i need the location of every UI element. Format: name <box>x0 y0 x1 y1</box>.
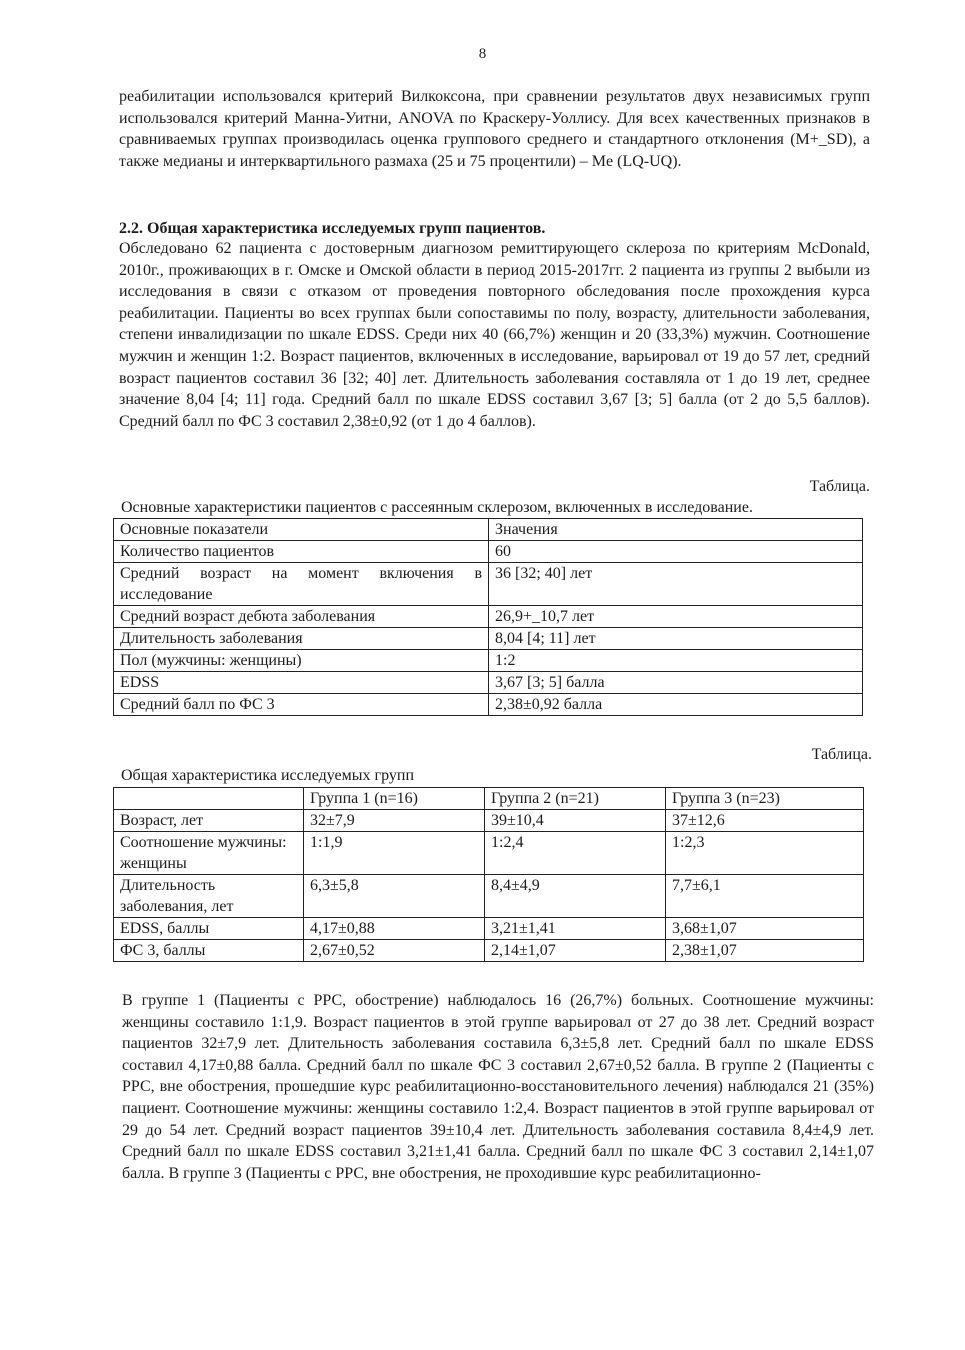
table-header-row <box>114 519 863 541</box>
table-cell: 8,4±4,9 <box>485 875 666 918</box>
table-cell: Длительность заболевания <box>114 628 489 650</box>
table-row <box>114 940 864 962</box>
table-cell: 1:2,4 <box>485 832 666 875</box>
groups-paragraph-text: В группе 1 (Пациенты с РРС, обострение) наблюдалось 16 (26,7%) больных. Соотношение мужчины: женщины составило 1:1,9. Возраст пациентов в этой группе варьировал от 27 до 38 лет. Средний возраст пациентов 32±7,9 лет. Длительность заболевания составила 6,3±5,8 лет. Средний балл по шкале EDSS составил 4,17±0,88 балла. Средний балл по шкале ФС 3 составил 2,67±0,52 балла. В группе 2 (Пациенты с РРС, вне обострения, прошедшие курс реабилитационно-восстановительного лечения) наблюдался 21 (35%) пациент. Соотношение мужчины: женщины составило 1:2,4. Возраст пациентов в этой группе варьировал от 29 до 54 лет. Средний возраст пациентов 39±10,4 лет. Длительность заболевания составила 8,4±4,9 лет. Средний балл по шкале EDSS составил 3,21±1,41 балла. Средний балл по шкале ФС 3 составил 2,14±1,07 балла. В группе 3 (Пациенты с РРС, вне обострения, не проходившие курс реабилитационно- <box>122 992 874 1182</box>
table-cell: 39±10,4 <box>485 810 666 832</box>
patient-characteristics-table <box>113 518 863 716</box>
table-row <box>114 810 864 832</box>
table-cell: Длительность заболевания, лет <box>114 875 304 918</box>
table-cell: 3,67 [3; 5] балла <box>489 672 863 694</box>
table-cell: 37±12,6 <box>666 810 864 832</box>
table-cell: Средний возраст на момент включения в исследование <box>114 563 489 606</box>
table-cell: 3,21±1,41 <box>485 918 666 940</box>
table2-title: Общая характеристика исследуемых групп <box>121 767 414 784</box>
table-cell: 2,14±1,07 <box>485 940 666 962</box>
section-heading: 2.2. Общая характеристика исследуемых групп пациентов. <box>119 220 546 237</box>
table-header-cell: Группа 1 (n=16) <box>304 788 485 810</box>
table-header-cell: Группа 2 (n=21) <box>485 788 666 810</box>
table-row <box>114 875 864 918</box>
table-cell: 7,7±6,1 <box>666 875 864 918</box>
table-row <box>114 694 863 716</box>
table-cell: 6,3±5,8 <box>304 875 485 918</box>
table-cell: ФС 3, баллы <box>114 940 304 962</box>
table-row <box>114 650 863 672</box>
section-paragraph <box>119 238 870 432</box>
table-cell: EDSS, баллы <box>114 918 304 940</box>
table-header-cell: Значения <box>489 519 863 541</box>
table-cell: 3,68±1,07 <box>666 918 864 940</box>
table-cell: 60 <box>489 541 863 563</box>
table-row <box>114 918 864 940</box>
table-cell: 2,38±1,07 <box>666 940 864 962</box>
table-header-cell: Группа 3 (n=23) <box>666 788 864 810</box>
table-cell: Средний возраст дебюта заболевания <box>114 606 489 628</box>
table-row <box>114 832 864 875</box>
table2-label: Таблица. <box>811 746 872 763</box>
table-cell: 36 [32; 40] лет <box>489 563 863 606</box>
intro-paragraph-text: реабилитации использовался критерий Вилкоксона, при сравнении результатов двух независимых групп использовался критерий Манна-Уитни, ANOVA по Краскеру-Уоллису. Для всех качественных признаков в сравниваемых группах производилась оценка группового среднего и стандартного отклонения (M+_SD), а также медианы и интерквартильного размаха (25 и 75 процентили) – Me (LQ-UQ). <box>119 88 870 170</box>
table-cell: 26,9+_10,7 лет <box>489 606 863 628</box>
table-cell: Соотношение мужчины: женщины <box>114 832 304 875</box>
table-cell: 2,67±0,52 <box>304 940 485 962</box>
table-cell: 4,17±0,88 <box>304 918 485 940</box>
table-header-row <box>114 788 864 810</box>
table-row <box>114 628 863 650</box>
table-row <box>114 672 863 694</box>
table-cell: EDSS <box>114 672 489 694</box>
page-number: 8 <box>478 46 487 62</box>
table-cell: 1:2,3 <box>666 832 864 875</box>
intro-paragraph <box>119 86 870 172</box>
table-cell: Пол (мужчины: женщины) <box>114 650 489 672</box>
table-row <box>114 541 863 563</box>
table-row <box>114 606 863 628</box>
group-characteristics-table <box>113 787 864 962</box>
table-header-cell <box>114 788 304 810</box>
table-cell: Средний балл по ФС 3 <box>114 694 489 716</box>
table-cell: Количество пациентов <box>114 541 489 563</box>
table-cell: 2,38±0,92 балла <box>489 694 863 716</box>
table1-label: Таблица. <box>809 478 870 495</box>
section-paragraph-text: Обследовано 62 пациента с достоверным диагнозом ремиттирующего склероза по критериям McDonald, 2010г., проживающих в г. Омске и Омской области в период 2015-2017гг. 2 пациента из группы 2 выбыли из исследования в связи с отказом от проведения повторного обследования после прохождения курса реабилитации. Пациенты во всех группах были сопоставимы по полу, возрасту, длительности заболевания, степени инвалидизации по шкале EDSS. Среди них 40 (66,7%) женщин и 20 (33,3%) мужчин. Соотношение мужчин и женщин 1:2. Возраст пациентов, включенных в исследование, варьировал от 19 до 57 лет, средний возраст пациентов составил 36 [32; 40] лет. Длительность заболевания составляла от 1 до 19 лет, среднее значение 8,04 [4; 11] года. Средний балл по шкале EDSS составил 3,67 [3; 5] балла (от 2 до 5,5 баллов). Средний балл по ФС 3 составил 2,38±0,92 (от 1 до 4 баллов). <box>119 240 870 430</box>
table-cell: 1:1,9 <box>304 832 485 875</box>
groups-paragraph <box>122 990 874 1184</box>
table-cell: Возраст, лет <box>114 810 304 832</box>
table-cell: 1:2 <box>489 650 863 672</box>
table-cell: 32±7,9 <box>304 810 485 832</box>
table-row <box>114 563 863 606</box>
table-header-cell: Основные показатели <box>114 519 489 541</box>
table-cell: 8,04 [4; 11] лет <box>489 628 863 650</box>
table1-title: Основные характеристики пациентов с рассеянным склерозом, включенных в исследование. <box>121 499 753 516</box>
